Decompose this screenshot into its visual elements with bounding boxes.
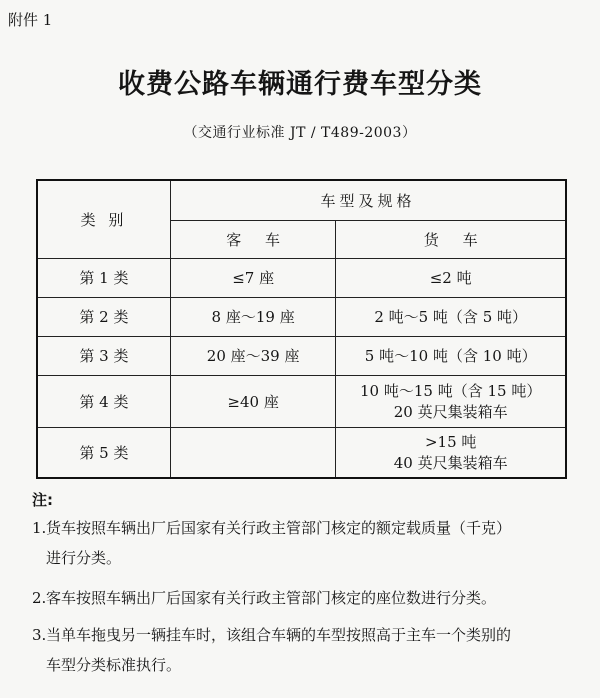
note-text: 货车按照车辆出厂后国家有关行政主管部门核定的额定载质量（千克） bbox=[46, 519, 512, 537]
freight-cell bbox=[336, 375, 566, 427]
note-text-continued: 车型分类标准执行。 bbox=[46, 656, 182, 674]
passenger-cell: ≤7 座 bbox=[170, 258, 335, 297]
table-row bbox=[37, 297, 566, 336]
category-cell: 第 5 类 bbox=[37, 427, 170, 478]
freight-cell bbox=[336, 427, 566, 478]
passenger-header: 客 车 bbox=[170, 220, 335, 258]
freight-header: 货 车 bbox=[336, 220, 566, 258]
category-cell: 第 4 类 bbox=[37, 375, 170, 427]
category-cell: 第 2 类 bbox=[37, 297, 170, 336]
vehicle-classification-table bbox=[36, 179, 567, 479]
category-cell: 第 1 类 bbox=[37, 258, 170, 297]
page-subtitle: （交通行业标准 JT / T489-2003） bbox=[183, 125, 417, 141]
freight-line: 40 英尺集装箱车 bbox=[393, 454, 508, 473]
note-text: 客车按照车辆出厂后国家有关行政主管部门核定的座位数进行分类。 bbox=[46, 589, 497, 607]
table-header-row bbox=[37, 180, 566, 220]
passenger-cell: 8 座～19 座 bbox=[170, 297, 335, 336]
freight-cell: 5 吨～10 吨（含 10 吨） bbox=[336, 336, 566, 375]
freight-line: 10 吨～15 吨（含 15 吨） bbox=[360, 382, 542, 400]
notes-heading: 注: bbox=[32, 491, 53, 509]
table-row bbox=[37, 427, 566, 478]
table-row bbox=[37, 258, 566, 297]
table-row bbox=[37, 336, 566, 375]
page-title: 收费公路车辆通行费车型分类 bbox=[118, 69, 482, 100]
freight-line: >15 吨 bbox=[424, 433, 477, 452]
note-text: 当单车拖曳另一辆挂车时，该组合车辆的车型按照高于主车一个类别的 bbox=[46, 626, 512, 644]
table-row bbox=[37, 375, 566, 427]
category-header: 类 别 bbox=[37, 180, 170, 258]
freight-line: 20 英尺集装箱车 bbox=[393, 403, 508, 421]
note-item bbox=[32, 513, 592, 573]
passenger-cell: 20 座～39 座 bbox=[170, 336, 335, 375]
freight-cell: 2 吨～5 吨（含 5 吨） bbox=[336, 297, 566, 336]
spec-header: 车型及规格 bbox=[170, 180, 566, 220]
freight-cell: ≤2 吨 bbox=[336, 258, 566, 297]
category-cell: 第 3 类 bbox=[37, 336, 170, 375]
note-number: 3. bbox=[32, 626, 47, 644]
attachment-label: 附件 1 bbox=[8, 11, 53, 29]
note-number: 2. bbox=[32, 589, 47, 607]
note-number: 1. bbox=[32, 519, 47, 537]
passenger-cell bbox=[170, 427, 335, 478]
note-item bbox=[32, 620, 592, 680]
note-text-continued: 进行分类。 bbox=[46, 549, 122, 567]
passenger-cell: ≥40 座 bbox=[170, 375, 335, 427]
note-item bbox=[32, 583, 592, 613]
